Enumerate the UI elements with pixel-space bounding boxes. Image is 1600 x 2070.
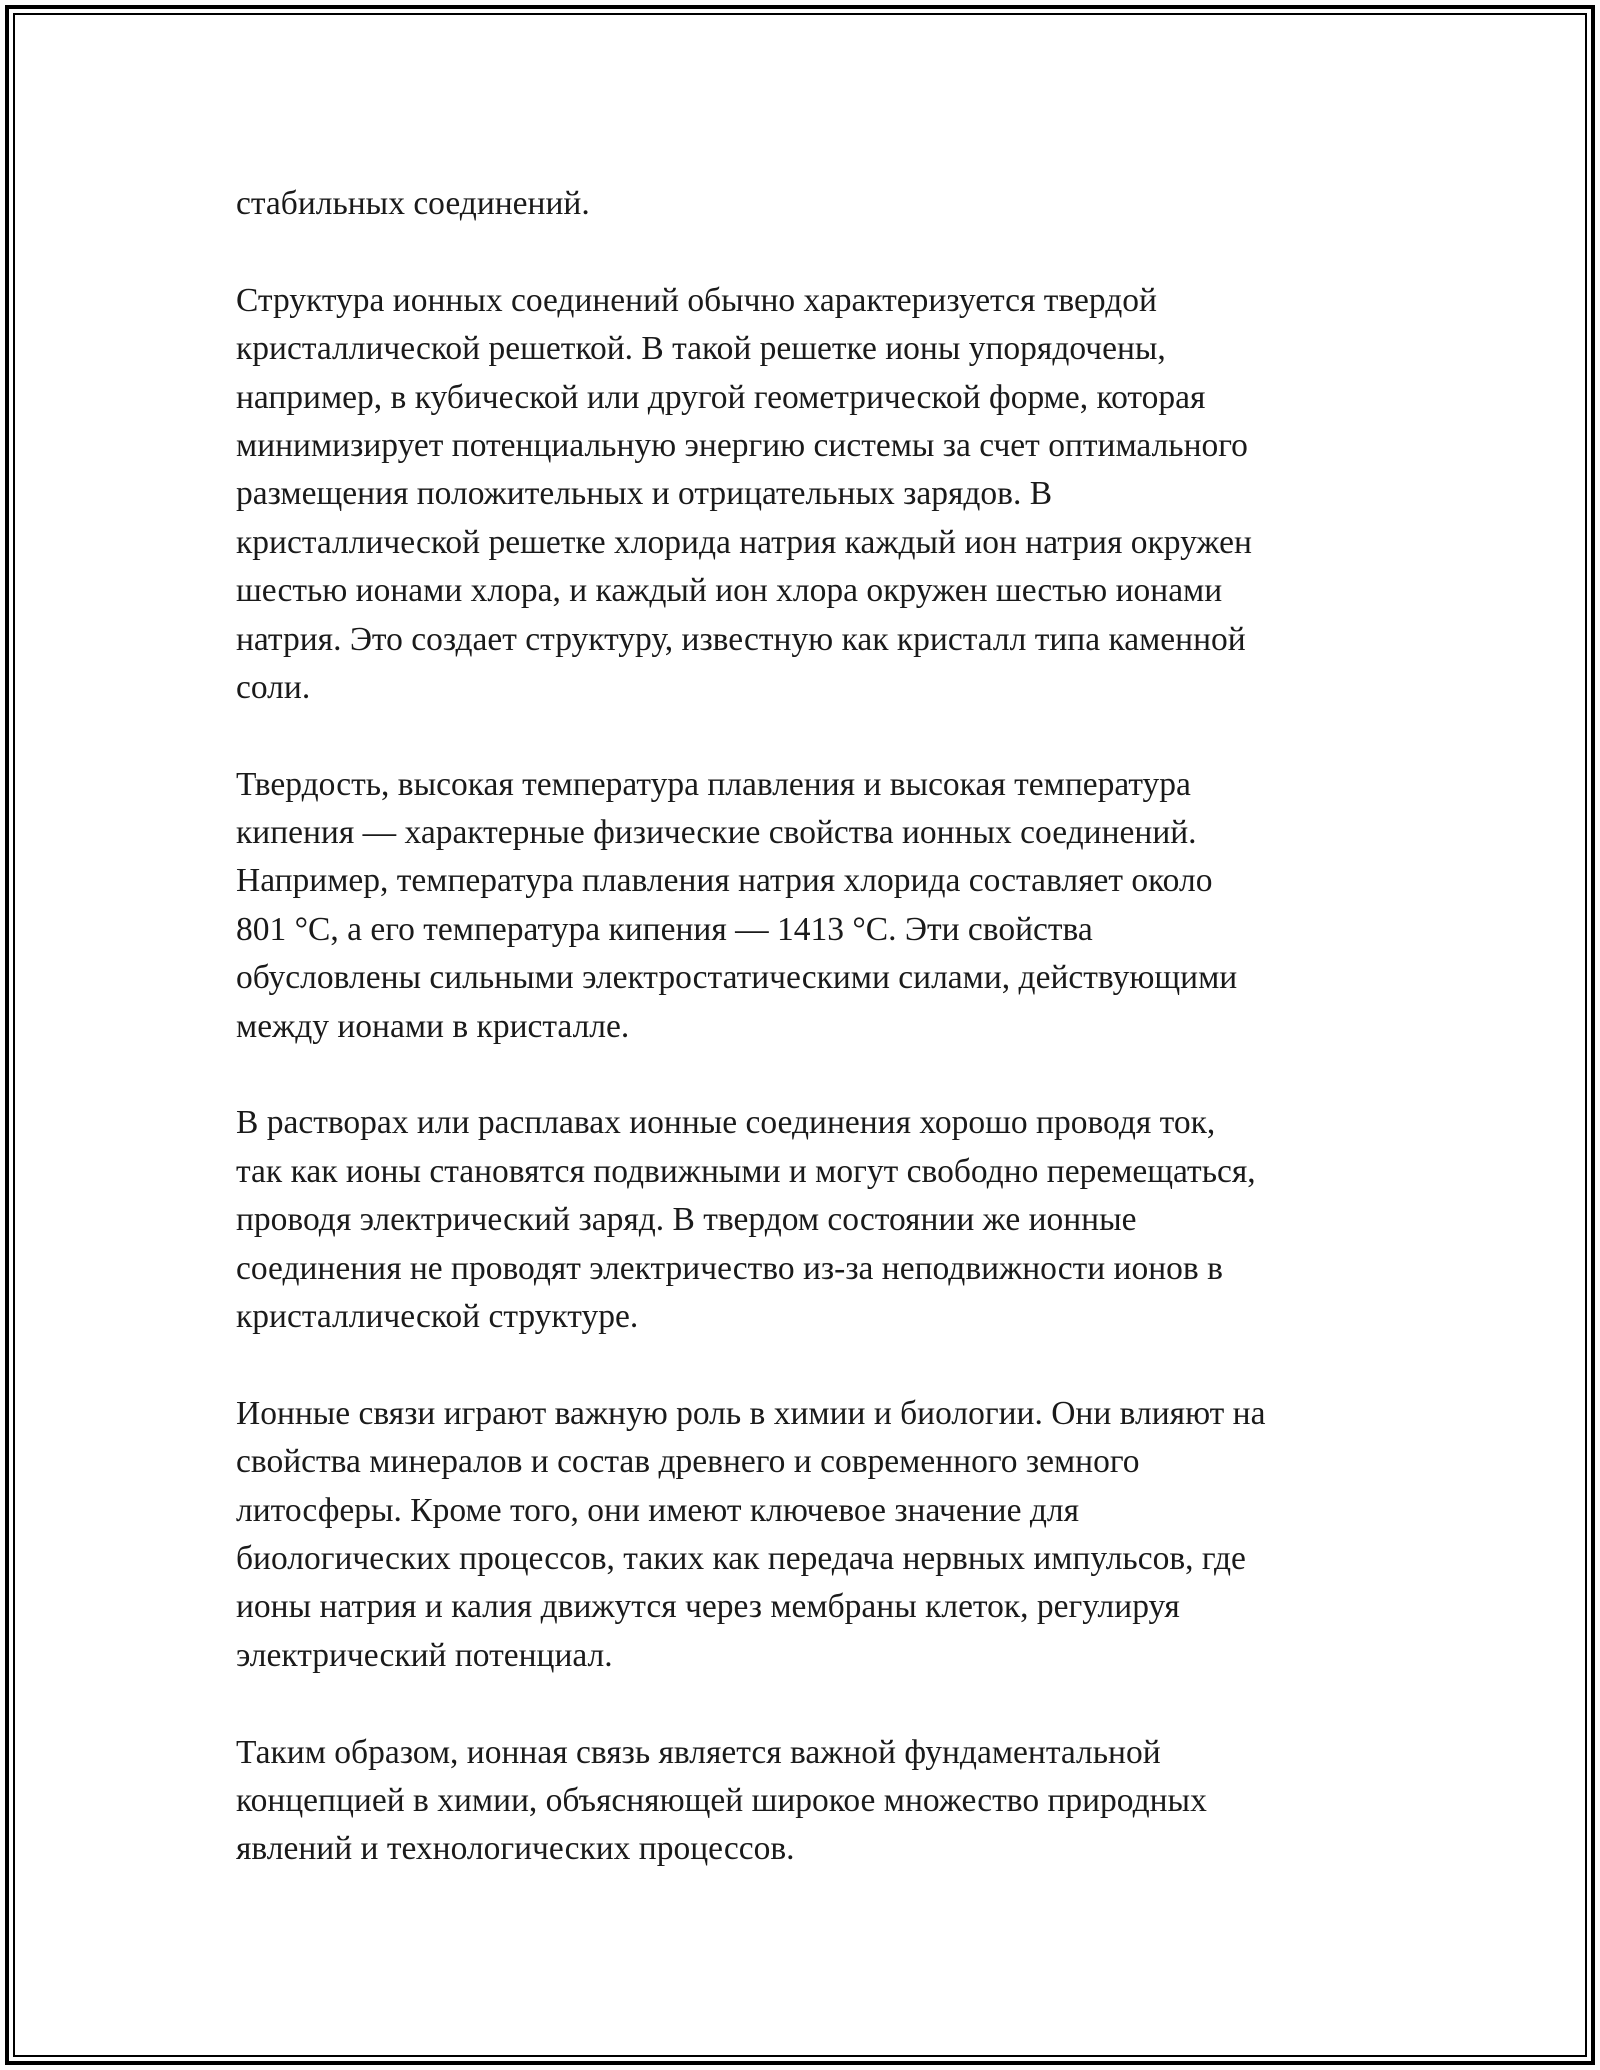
text-line: соли. bbox=[236, 668, 311, 706]
text-line: шестью ионами хлора, и каждый ион хлора окружен шестью ионами bbox=[236, 572, 1223, 610]
text-line: В растворах или расплавах ионные соединения хорошо проводя ток, bbox=[236, 1104, 1216, 1142]
text-line: Твердость, высокая температура плавления и высокая температура bbox=[236, 765, 1191, 803]
text-line: Например, температура плавления натрия хлорида составляет около bbox=[236, 862, 1213, 900]
text-line: кристаллической решеткой. В такой решетке ионы упорядочены, bbox=[236, 330, 1166, 368]
text-line: свойства минералов и состав древнего и современного земного bbox=[236, 1443, 1140, 1481]
text-line: литосферы. Кроме того, они имеют ключевое значение для bbox=[236, 1491, 1079, 1529]
text-line: размещения положительных и отрицательных зарядов. В bbox=[236, 475, 1053, 513]
text-line: между ионами в кристалле. bbox=[236, 1007, 630, 1045]
text-line: проводя электрический заряд. В твердом состоянии же ионные bbox=[236, 1201, 1137, 1239]
paragraph bbox=[236, 1729, 1386, 1874]
text-line: Таким образом, ионная связь является важной фундаментальной bbox=[236, 1733, 1161, 1771]
paragraph bbox=[236, 1099, 1386, 1341]
text-line: электрический потенциал. bbox=[236, 1636, 613, 1674]
paragraph bbox=[236, 277, 1386, 713]
text-line: стабильных соединений. bbox=[236, 185, 590, 222]
text-line: ионы натрия и калия движутся через мембраны клеток, регулируя bbox=[236, 1588, 1180, 1626]
text-line: например, в кубической или другой геометрической форме, которая bbox=[236, 378, 1206, 416]
text-line: кристаллической решетке хлорида натрия каждый ион натрия окружен bbox=[236, 523, 1252, 561]
paragraph bbox=[236, 180, 1386, 228]
text-line: концепцией в химии, объясняющей широкое множество природных bbox=[236, 1781, 1207, 1819]
text-line: биологических процессов, таких как передача нервных импульсов, где bbox=[236, 1539, 1246, 1577]
text-line: 801 °C, а его температура кипения — 1413 °C. Эти свойства bbox=[236, 910, 1093, 948]
text-line: минимизирует потенциальную энергию системы за счет оптимального bbox=[236, 426, 1248, 464]
paragraph bbox=[236, 761, 1386, 1051]
text-line: Структура ионных соединений обычно характеризуется твердой bbox=[236, 281, 1157, 319]
text-line: натрия. Это создает структуру, известную как кристалл типа каменной bbox=[236, 620, 1246, 658]
text-line: так как ионы становятся подвижными и могут свободно перемещаться, bbox=[236, 1152, 1256, 1190]
document-body bbox=[236, 180, 1386, 1922]
text-line: кипения — характерные физические свойства ионных соединений. bbox=[236, 814, 1197, 852]
text-line: Ионные связи играют важную роль в химии и биологии. Они влияют на bbox=[236, 1394, 1266, 1432]
paragraph bbox=[236, 1390, 1386, 1680]
text-line: кристаллической структуре. bbox=[236, 1297, 639, 1335]
text-line: явлений и технологических процессов. bbox=[236, 1830, 795, 1868]
text-line: соединения не проводят электричество из-за неподвижности ионов в bbox=[236, 1249, 1223, 1287]
text-line: обусловлены сильными электростатическими силами, действующими bbox=[236, 959, 1238, 997]
